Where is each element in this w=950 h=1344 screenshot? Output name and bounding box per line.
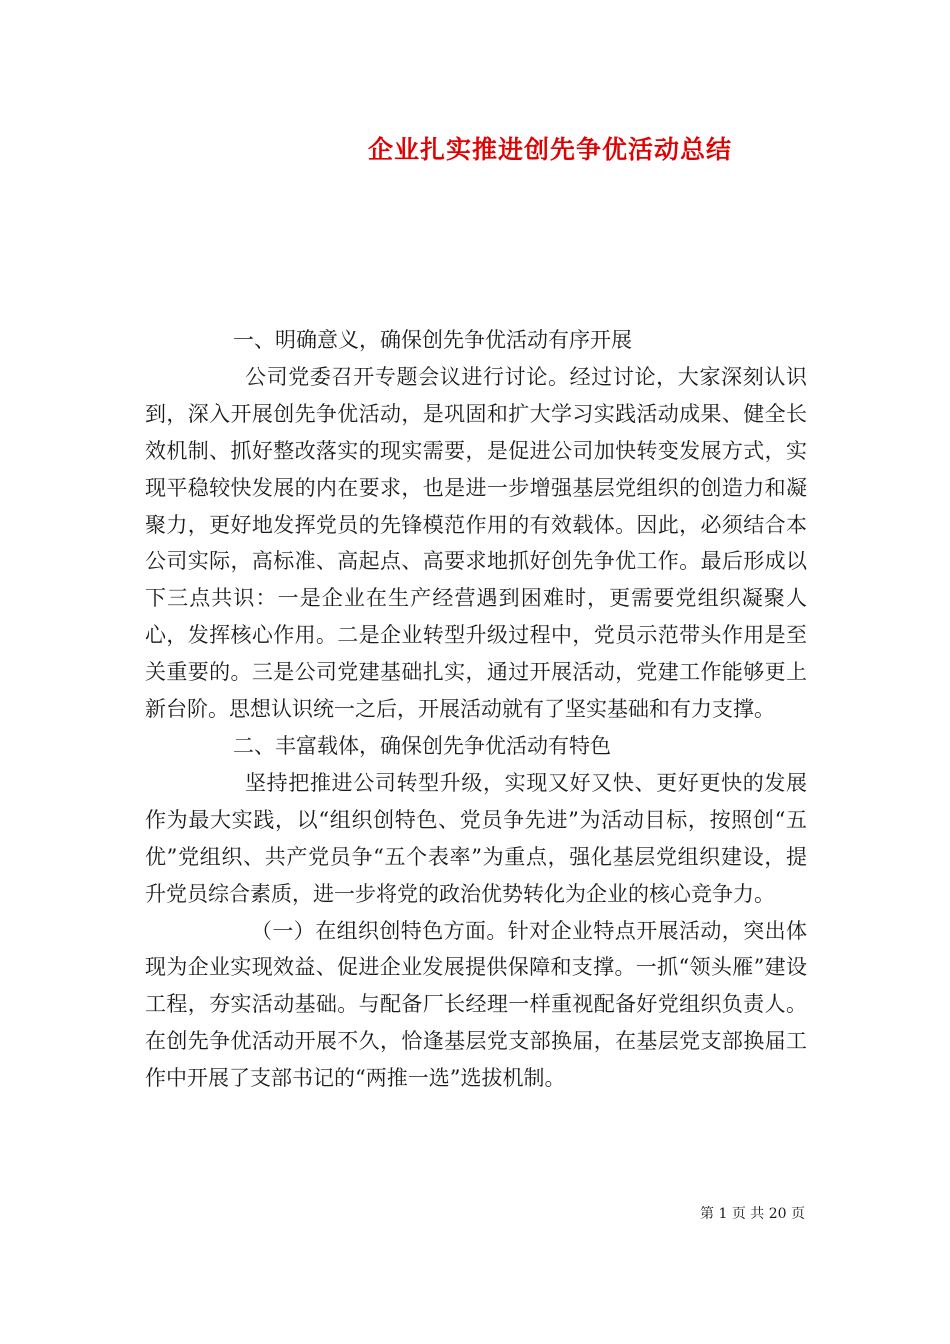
paragraph-3: （一）在组织创特色方面。针对企业特点开展活动，突出体现为企业实现效益、促进企业发展提供保障和支撑。一抓“领头雁”建设工程，夯实活动基础。与配备厂长经理一样重视配备好党组织负责人。在创先争优活动开展不久，恰逢基层党支部换届，在基层党支部换届工作中开展了支部书记的“两推一选”选拔机制。: [145, 918, 807, 1091]
document-title: 企业扎实推进创先争优活动总结: [367, 135, 732, 164]
section-heading-2: 二、丰富载体，确保创先争优活动有特色: [233, 733, 611, 758]
document-body: [145, 322, 807, 1097]
section-heading-1: 一、明确意义，确保创先争优活动有序开展: [233, 328, 632, 352]
paragraph-2: 坚持把推进公司转型升级，实现又好又快、更好更快的发展作为最大实践，以“组织创特色、党员争先进”为活动目标，按照创“五优”党组织、共产党员争“五个表率”为重点，强化基层党组织建设，提升党员综合素质，进一步将党的政治优势转化为企业的核心竞争力。: [145, 770, 807, 906]
page-number: 第 1 页 共 20 页: [700, 1206, 805, 1222]
paragraph-1: 公司党委召开专题会议进行讨论。经过讨论，大家深刻认识到，深入开展创先争优活动，是巩固和扩大学习实践活动成果、健全长效机制、抓好整改落实的现实需要，是促进公司加快转变发展方式，实现平稳较快发展的内在要求，也是进一步增强基层党组织的创造力和凝聚力，更好地发挥党员的先锋模范作用的有效载体。因此，必须结合本公司实际，高标准、高起点、高要求地抓好创先争优工作。最后形成以下三点共识：一是企业在生产经营遇到困难时，更需要党组织凝聚人心，发挥核心作用。二是企业转型升级过程中，党员示范带头作用是至关重要的。三是公司党建基础扎实，通过开展活动，党建工作能够更上新台阶。思想认识统一之后，开展活动就有了坚实基础和有力支撑。: [145, 364, 807, 722]
